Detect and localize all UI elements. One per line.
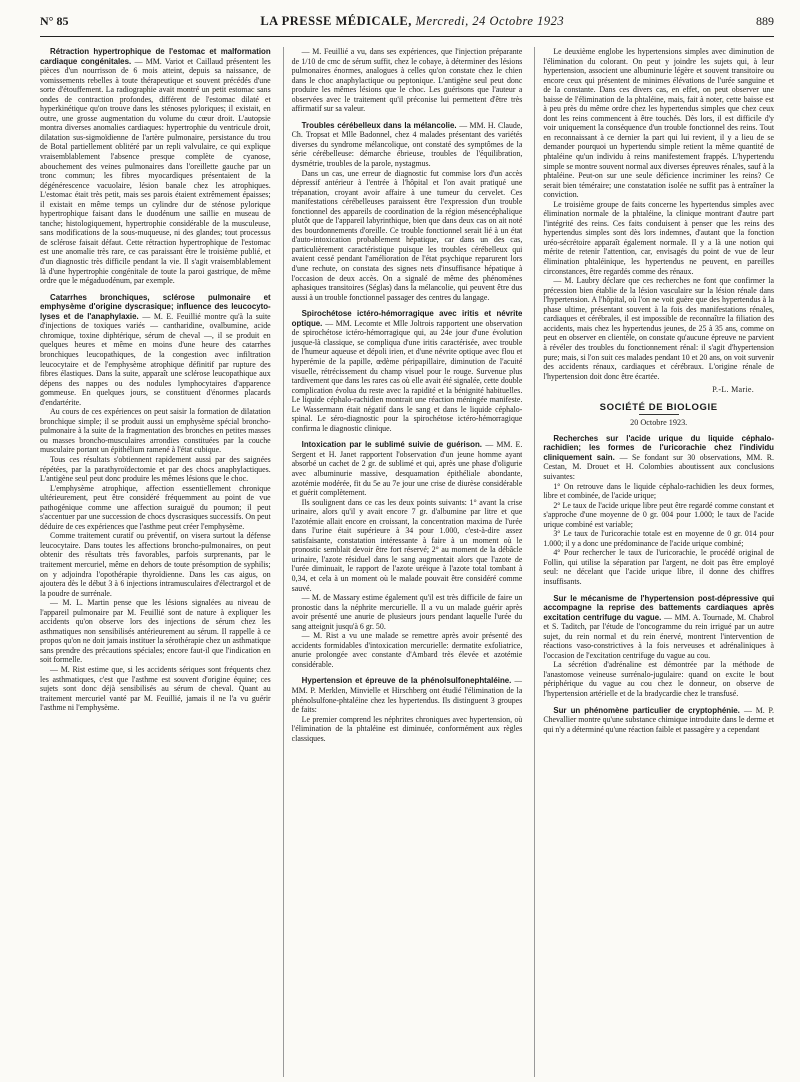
article — [292, 47, 523, 114]
paragraph-text: — M. Rist estime que, si les accidents sériques sont fréquents chez les asthmatiques, c'est que l'asthme est souvent d'origine équine; ces sujets sont donc déjà sensibilisés au sérum de cheval. Quant au traitement mercuriel vanté par M. Feuillié, jamais il ne l'a vu guérir l'asthme ni l'emphysème. — [40, 665, 271, 713]
article — [292, 676, 523, 743]
section-date: 20 Octobre 1923. — [630, 418, 688, 428]
paragraph-text: 4° Pour rechercher le taux de l'uricorachie, le procédé original de Follin, qui utilise la séparation par l'argent, ne doit pas être employé seul: ne décelant que l'acide urique libre, il donne des chiffres insuffisants. — [543, 548, 774, 586]
article — [543, 434, 774, 587]
article-paragraph — [40, 665, 271, 713]
paragraph-text: — Se fondant sur 30 observations, MM. R. Cestan, M. Drouet et H. Colombies aboutissent aux conclusions suivantes: — [543, 452, 774, 481]
paragraph-text: — M. E. Feuillié montre qu'à la suite d'injections de toxiques variés — cantharidine, ovalbumine, acide chromique, toxine diphtérique, sérum de cheval —, il se produit en quelques heures et même en moins d'une heure des catarrhes bronchiques leucopathiques, de la congestion avec infiltration leucocytaire et de l'emphysème atrophique définitif par rupture des fibres élastiques. Dans la suite, apparaît une sclérose leucopathique aux dépens des nappes ou des nodules lymphocytaires d'apparence gommeuse. En quelques jours, se constituent d'énormes placards d'endartérite. — [40, 311, 271, 407]
article-paragraph — [40, 455, 271, 484]
article-paragraph — [292, 676, 523, 714]
paragraph-text: La sécrétion d'adrénaline est démontrée par la méthode de l'anastomose veineuse surrénalo-jugulaire: quand on excite le bout périphérique du vague au cou chez le donneur, on observe de l'hypertension artérielle et de la bradycardie chez le transfusé. — [543, 660, 774, 698]
article — [543, 706, 774, 735]
paragraph-text: Tous ces résultats s'obtiennent rapidement aussi par des saignées répétées, par la parathyroïdectomie et par des chocs anaphylactiques. L'antigène seul peut donc produire les mêmes lésions que le choc. — [40, 454, 271, 484]
section-heading: SOCIÉTÉ DE BIOLOGIE — [599, 401, 718, 413]
article-paragraph — [292, 593, 523, 631]
article-paragraph — [292, 440, 523, 497]
paragraph-text: Le premier comprend les néphrites chroniques avec hypertension, où l'élimination de la phtaléine est diminuée, conformément aux règles classiques. — [291, 714, 523, 743]
article-paragraph — [292, 121, 523, 169]
article-title: Rétraction hypertrophique de l'estomac et malformation cardiaque congénitales. — [40, 47, 271, 66]
paragraph-text: — M. L. Martin pense que les lésions signalées au niveau de l'appareil pulmonaire par M. Feuillié sont de nature à expliquer les accidents qu'on observe lors des injections de sérum chez les asthmatiques non sensibilisés antérieurement au sérum. Il rappelle à ce propos qu'on ne doit jamais instituer la sérothérapie chez un asthmatique sans prendre des précautions spéciales; encore faut-il que l'indication en soit formelle. — [40, 598, 271, 665]
article-paragraph — [40, 47, 271, 286]
article-paragraph — [543, 482, 774, 501]
article-paragraph — [543, 594, 774, 661]
paragraph-text: Le deuxième englobe les hypertensions simples avec diminution de l'élimination du colorant. On peut y joindre les sujets qui, à leur hypertension, associent une albuminurie légère et souvent transitoire ou encore ceux qui présentent de minimes élévations de l'urée sanguine et de la constante. Dans ces divers cas, en effet, on peut observer une baisse de l'élimination de la phtaléine, mais, fait à noter, cette baisse est à peu près du même ordre chez les hypertendus simples que chez ceux dont les reins commencent à être touchés. Dès lors, il est difficile d'y voir uniquement la conséquence d'un trouble fonctionnel des reins. Tout en reconnaissant à ce dernier la part qui lui revient, il y a lieu de se demander pourquoi un hypertendu simple retient la même quantité de phtaléine qu'un individu à reins manifestement frappés. L'hypertendu simple se montre souvent normal aux diverses épreuves rénales, sauf à la phtaléine. Peut-on sur une seule déficience incriminer les reins? Ce serait bien téméraire; une constatation isolée ne suffit pas à entraîner la conviction. — [543, 47, 774, 200]
article-paragraph — [543, 276, 774, 381]
article-title: Spirochétose ictéro-hémorragique avec iritis et névrite optique. — [291, 309, 523, 328]
paragraph-text: — MM. A. Tournade, M. Chabrol et S. Taditch, par l'étude de l'oncogramme du rein irrigué par un autre sujet, du rein normal et du rein énervé, montrent l'intervention de réactions vaso-constrictives à la fois nerveuses et adrénaliniques à l'occasion de l'excitation centrifuge du vague au cou. — [543, 612, 774, 660]
article-paragraph — [292, 715, 523, 744]
article-paragraph — [543, 660, 774, 698]
page-number: 889 — [755, 14, 774, 28]
paragraph-text: — M. Feuillié a vu, dans ses expériences, que l'injection préparante de 1/10 de cmc de sérum suffit, chez le cobaye, à déterminer des lésions pulmonaires énormes, analogues à celles qu'on constate chez le chien dans le choc anaphylactique ou peptonique. L'antigène seul peut donc produire les mêmes lésions que le choc. Les guérisons que l'auteur a observées avec le traitement qu'il préconise lui permettent d'être très affirmatif sur sa valeur. — [291, 47, 523, 114]
article-paragraph — [40, 293, 271, 408]
paragraph-text: — MM. Lecomte et Mlle Joltrois rapportent une observation de spirochétose ictéro-hémorragique qui, au 24e jour d'une évolution jusque-là classique, se compliqua d'une iritis caractérisée, avec trouble de l'humeur aqueuse et dépoli irien, et d'une névrite optique avec flou et hyperémie de la papille, œdème péripapillaire, diminution de l'acuité visuelle, rétrécissement du champ visuel pour le rouge. Survenue plus tardivement que dans les rares cas où elle avait été signalée, cette double complication évolua du reste avec la rapidité et la bénignité habituelles. Le liquide céphalo-rachidien montrait une réaction méningée manifeste. Le Wassermann était négatif dans le sang et dans le liquide céphalo-spinal. Le séro-diagnostic pour la spirochétose ictéro-hémorragique confirma le diagnostic clinique. — [291, 318, 523, 433]
article-paragraph — [40, 484, 271, 532]
article — [292, 440, 523, 669]
issue-number: N° 85 — [40, 14, 69, 28]
journal-masthead — [260, 14, 564, 29]
paragraph-text: — M. de Massary estime également qu'il est très difficile de faire un pronostic dans la néphrite mercurielle. Il a vu un malade guérir après avoir présenté une anurie de plusieurs jours pendant laquelle l'urée du sang atteignit jusqu'à 6 gr. 50. — [291, 593, 523, 631]
article-title: Hypertension et épreuve de la phénolsulfonephtaléine. — [301, 676, 515, 686]
paragraph-text: 2° Le taux de l'acide urique libre peut être regardé comme constant et s'approche d'une moyenne de 0 gr. 004 pour 1.000; le taux de l'acide urique combiné est variable; — [543, 500, 774, 529]
paragraph-text: 1° On retrouve dans le liquide céphalo-rachidien les deux formes, libre et combinée, de l'acide urique; — [543, 481, 774, 501]
paragraph-text: Comme traitement curatif ou préventif, on visera surtout la défense leucocytaire. Dans toutes les affections broncho-pulmonaires, on peut obtenir des résultats très favorables, parfois surprenants, par le traitement mercuriel, même en dehors de toute présomption de syphilis; on y adjoindra l'opothérapie thyroïdienne. Dans les cas aigus, on ajoutera dès le début 3 à 6 injections intramusculaires d'électrargol et de la poudre de surrénale. — [40, 531, 271, 598]
article-paragraph — [543, 200, 774, 276]
article-paragraph — [292, 169, 523, 303]
column-3 — [534, 47, 774, 1077]
article — [292, 309, 523, 433]
column-2 — [283, 47, 523, 1077]
paragraph-text: — MM. P. Merklen, Minvielle et Hirschberg ont étudié l'élimination de la phénolsulfone-phtaléine chez les hypertendus. Ils distinguent 3 groupes de faits: — [291, 676, 523, 715]
article-title: Catarrhes bronchiques, sclérose pulmonaire et emphysème d'origine dyscrasique; influence des leucocyto-lyses et de l'anaphylaxie. — [40, 292, 271, 321]
text-columns — [40, 47, 774, 1077]
article — [40, 47, 271, 286]
paragraph-text: L'emphysème atrophique, affection essentiellement chronique ultérieurement, peut être considéré fréquemment au point de vue pathogénique comme une affection suraiguë du poumon; il peut s'accentuer par une succession de chocs dyscrasiques successifs. On peut déduire de ces expériences que l'asthme peut créer l'emphysème. — [40, 483, 271, 531]
article — [543, 47, 774, 395]
author-signature: P.-L. Marie. — [712, 385, 755, 395]
article-paragraph — [543, 434, 774, 482]
article-paragraph — [543, 529, 774, 548]
page-header — [40, 14, 774, 37]
issue-date: Mercredi, 24 Octobre 1923 — [415, 14, 565, 28]
paragraph-text: — MM. Variot et Caillaud présentent les pièces d'un nourrisson de 6 mois atteint, depuis sa naissance, de vomissements rebelles à toute thérapeutique et souvent précédés d'une sorte d'étouffement. La radiographie avait montré un petit estomac sans ondes de contraction profondes, différent de l'estomac dilaté et hyperkinétique qu'on trouve dans les sténoses pyloriques; il existait, en outre, une grosse augmentation du volume du cœur droit. L'autopsie montra diverses anomalies cardiaques: hypertrophie du ventricule droit, dilatation sus-sigmoïdienne de l'artère pulmonaire, persistance du trou de Botal partiellement oblitéré par un repli valvulaire, ce qui explique vraisemblablement l'absence presque complète de cyanose, abouchement des veines pulmonaires dans l'oreillette gauche par un tronc commun; les fibres myocardiques présentaient de la dégénérescence vacuolaire, lésion banale chez les atrophiques. L'estomac était très petit, mais ses parois étaient extrêmement épaisses; il existait en même temps un cylindre dur de sténose pylorique hypertrophique faisant dans le duodénum une saillie en museau de tanche; histologiquement, hypertrophie considérable de la musculeuse, sans modifications de la sous-muqueuse, ni des glandes; tout processus de sclérose faisait défaut. Cette rétraction hypertrophique de l'estomac est une anomalie très rare, ce cas paraissant être le troisième publié, et d'un diagnostic très difficile pendant la vie. Il s'agit vraisemblablement là d'une hypertrophie congénitale de toute la paroi gastrique, de même ordre que le mégaduodénum, par exemple. — [40, 56, 271, 286]
column-1 — [40, 47, 271, 1077]
paragraph-text: Ils soulignent dans ce cas les deux points suivants: 1° avant la crise urinaire, alors qu'il y avait encore 7 gr. d'albumine par litre et que l'azotémie allait encore en croissant, la concentration maxima de l'urée dans l'urine était supérieure à 34 pour 1.000, c'est-à-dire assez satisfaisante, constatation intéressante à faire à un moment où le pronostic semblait devoir être fort réservé; 2° au moment de la débâcle urinaire, l'azote résiduel dans le sang augmentait alors que l'azote de l'urée diminuait, le rapport de l'azote uréique à l'azote total tombant à 0,34, et cela à un moment où le malade pouvait être considéré comme sauvé. — [291, 497, 523, 593]
article-paragraph — [40, 531, 271, 598]
paragraph-text: Le troisième groupe de faits concerne les hypertendus simples avec élimination normale de la phtaléine, la clinique montrant d'autre part l'intégrité des reins. Ces faits conduisent à penser que les reins des hypertendus simples sont dès lors indemnes, d'autant que la fonction uréo-sécrétoire apparaît également normale. Il y a là une notion qui mérite de retenir l'attention, car, envisagés du point de vue de leur élimination phtaléinique, les hypertendus ne peuvent, en pareilles circonstances, être regardés comme des rénaux. — [543, 199, 774, 276]
paragraph-text: — M. P. Chevallier montre qu'une substance chimique introduite dans le derme et qui n'y a déterminé qu'une réaction faible et passagère y a cependant — [543, 705, 774, 734]
article-paragraph — [543, 548, 774, 586]
paragraph-text: Dans un cas, une erreur de diagnostic fut commise lors d'un accès dépressif antérieur à l'entrée à l'hôpital et l'on avait pratiqué une trépanation, croyant avoir affaire à une tumeur du cervelet. Ces manifestations cérébelleuses paraissent être l'expression d'un trouble fonctionnel des appareils de coordination de la région mésencéphalique plutôt que de l'appareil labyrinthique, bien que dans deux cas on ait noté des bourdonnements d'oreille. Ce trouble fonctionnel serait lié à un état d'auto-intoxication probablement hépatique, car dans un des cas, particulièrement caractéristique puisque les troubles cérébelleux qui avaient cessé pendant l'amélioration de l'état psychique reparurent lors d'une rechute, on constata des signes nets d'insuffisance hépatique à l'occasion de deux accès. On a signalé de même des phénomènes aphasiques transitoires (Séglas) dans la mélancolie, qui peuvent être dus aussi à un trouble fonctionnel passager des centres du langage. — [291, 168, 523, 302]
article-paragraph — [543, 501, 774, 530]
article-paragraph — [543, 47, 774, 200]
article-paragraph — [292, 631, 523, 669]
article-paragraph — [40, 598, 271, 665]
article-title: Sur le mécanisme de l'hypertension post-dépressive qui accompagne la reprise des battements cardiaques après excitation centrifuge du vague. — [543, 593, 774, 622]
article-title: Intoxication par le sublimé suivie de guérison. — [301, 440, 486, 450]
article-title: Sur un phénomène particulier de cryptophénie. — [553, 705, 744, 715]
article-paragraph — [40, 407, 271, 455]
paragraph-text: — M. Laubry déclare que ces recherches ne font que confirmer la précession bien établie de la lésion vasculaire sur la lésion rénale dans l'hypertension. A l'hôpital, où l'on ne voit guère que des hypertendus à la phase ultime, présentant souvent à la fois des manifestations rénales, cardiaques et cérébrales, il est impossible de reconnaître la filiation des accidents, mais chez les hypertendus jeunes, de 25 à 35 ans, comme on peut en observer en clientèle, on constate qu'aucune épreuve ne parvient à révéler des troubles du fonctionnement rénal: il s'agit d'hypertension pure; mais, si l'on suit ces malades pendant 10 et 20 ans, on voit survenir des accidents rénaux, cardiaques et cérébraux. L'origine rénale de l'hypertension doit donc être écartée. — [543, 276, 774, 381]
paragraph-text: — M. Rist a vu une malade se remettre après avoir présenté des accidents formidables d'intoxication mercurielle: dermatite exfoliatrice, anurie prolongée avec constante d'Ambard très élevée et azotémie considérable. — [291, 631, 523, 669]
article — [543, 594, 774, 699]
article — [40, 293, 271, 713]
article — [292, 121, 523, 302]
section-rule — [639, 414, 679, 415]
paragraph-text: — MM. E. Sergent et H. Janet rapportent l'observation d'un jeune homme ayant absorbé un cachet de 2 gr. de sublimé et qui, après une phase d'oligurie avec albuminurie massive, desquamation épithéliale abondante, azotémie modérée, fit du 5e au 7e jour une crise de diurèse considérable et guérit complètement. — [291, 440, 523, 498]
paragraph-text: Au cours de ces expériences on peut saisir la formation de dilatation bronchique simple; il se produit aussi un emphysème spécial broncho-pulmonaire à la suite de la fragmentation des bronches en petites masses ou masses broncho-musculaires arrondies constituées par la couche musculaire portant un épithélium ramené à l'état cubique. — [40, 407, 271, 455]
article-paragraph — [292, 309, 523, 433]
article-paragraph — [292, 47, 523, 114]
article-title: Troubles cérébelleux dans la mélancolie. — [301, 120, 460, 130]
paragraph-text: 3° Le taux de l'uricorachie totale est en moyenne de 0 gr. 014 pour 1.000; il y a donc une prédominance de l'acide urique combiné; — [543, 529, 774, 548]
paragraph-text: — MM. H. Claude, Ch. Tropsat et Mlle Badonnel, chez 4 malades présentant des variétés diverses du syndrome mélancolique, ont constaté des symptômes de la série cérébelleuse: démarche ébrieuse, troubles de l'équilibration, dysmétrie, troubles de la parole, nystagmus. — [291, 120, 523, 169]
article-title: Recherches sur l'acide urique du liquide céphalo-rachidien; les formes de l'uricorachie chez l'individu cliniquement sain. — [543, 433, 774, 462]
article-paragraph — [292, 498, 523, 593]
article-paragraph — [543, 706, 774, 735]
journal-title: LA PRESSE MÉDICALE, — [260, 14, 412, 28]
